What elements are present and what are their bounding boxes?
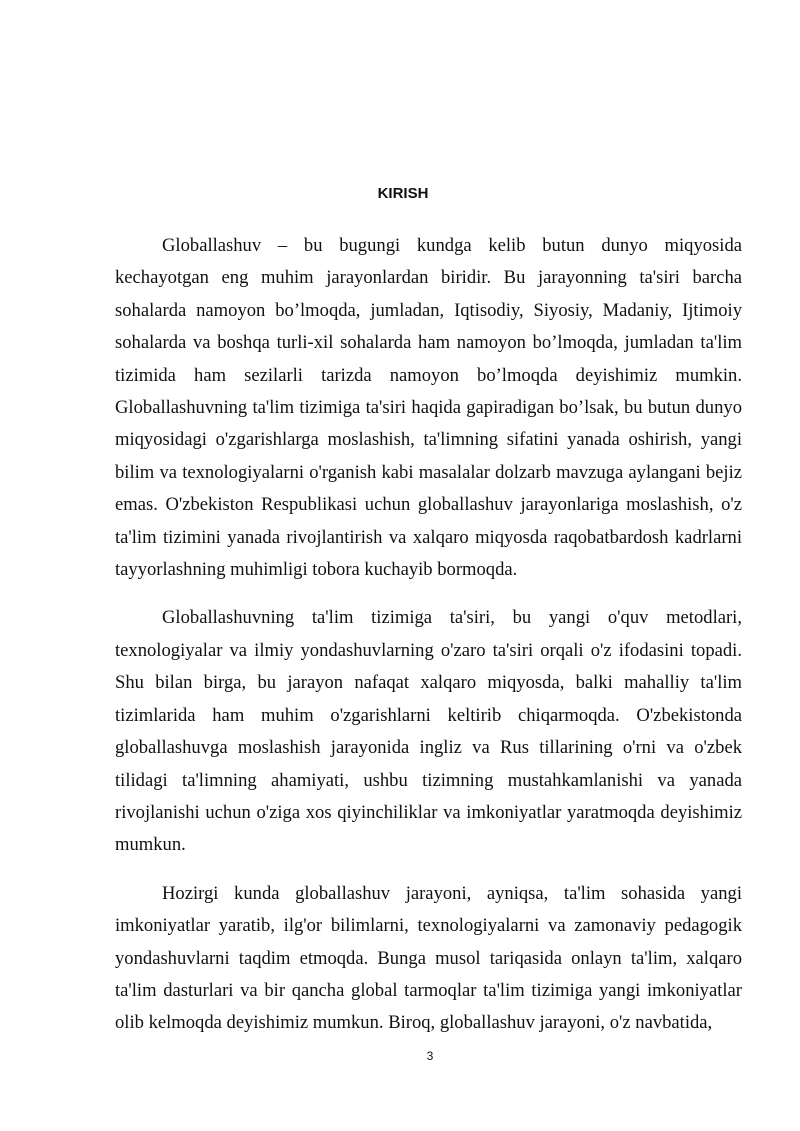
page-number: 3 (426, 1049, 434, 1063)
paragraph: Hozirgi kunda globallashuv jarayoni, ayniqsa, ta'lim sohasida yangi imkoniyatlar yaratib, ilg'or bilimlarni, texnologiyalarni va zamonaviy pedagogik yondashuvlarni taqdim etmoqda. Bunga musol tariqasida onlayn ta'lim, xalqaro ta'lim dasturlari va bir qancha global tarmoqlar ta'lim tizimiga yangi imkoniyatlar olib kelmoqda deyishimiz mumkun. Biroq, globallashuv jarayoni, o'z navbatida, (115, 882, 742, 1034)
paragraph: Globallashuvning ta'lim tizimiga ta'siri, bu yangi o'quv metodlari, texnologiyalar va ilmiy yondashuvlarning o'zaro ta'siri orqali o'z ifodasini topadi. Shu bilan birga, bu jarayon nafaqat xalqaro miqyosda, balki mahalliy ta'lim tizimlarida ham muhim o'zgarishlarni keltirib chiqarmoqda. O'zbekistonda globallashuvga moslashish jarayonida ingliz va Rus tillarining o'rni va o'zbek tilidagi ta'limning ahamiyati, ushbu tizimning mustahkamlanishi va yanada rivojlanishi uchun o'ziga xos qiyinchiliklar va imkoniyatlar yaratmoqda deyishimiz mumkun. (115, 607, 742, 856)
body-text (115, 230, 742, 1056)
section-heading: KIRISH (377, 185, 429, 202)
paragraph: Globallashuv – bu bugungi kundga kelib butun dunyo miqyosida kechayotgan eng muhim jarayonlardan biridir. Bu jarayonning ta'siri barcha sohalarda namoyon bo’lmoqda, jumladan, Iqtisodiy, Siyosiy, Madaniy, Ijtimoiy sohalarda va boshqa turli-xil sohalarda ham namoyon bo’lmoqda, jumladan ta'lim tizimida ham sezilarli tarizda namoyon bo’lmoqda deyishimiz mumkin. Globallashuvning ta'lim tizimiga ta'siri haqida gapiradigan bo’lsak, bu butun dunyo miqyosidagi o'zgarishlarga moslashish, ta'limning sifatini yanada oshirish, yangi bilim va texnologiyalarni o'rganish kabi masalalar dolzarb mavzuga aylangani bejiz emas. O'zbekiston Respublikasi uchun globallashuv jarayonlariga moslashish, o'z ta'lim tizimini yanada rivojlantirish va xalqaro miqyosda raqobatbardosh kadrlarni tayyorlashning muhimligi tobora kuchayib bormoqda. (115, 235, 742, 581)
